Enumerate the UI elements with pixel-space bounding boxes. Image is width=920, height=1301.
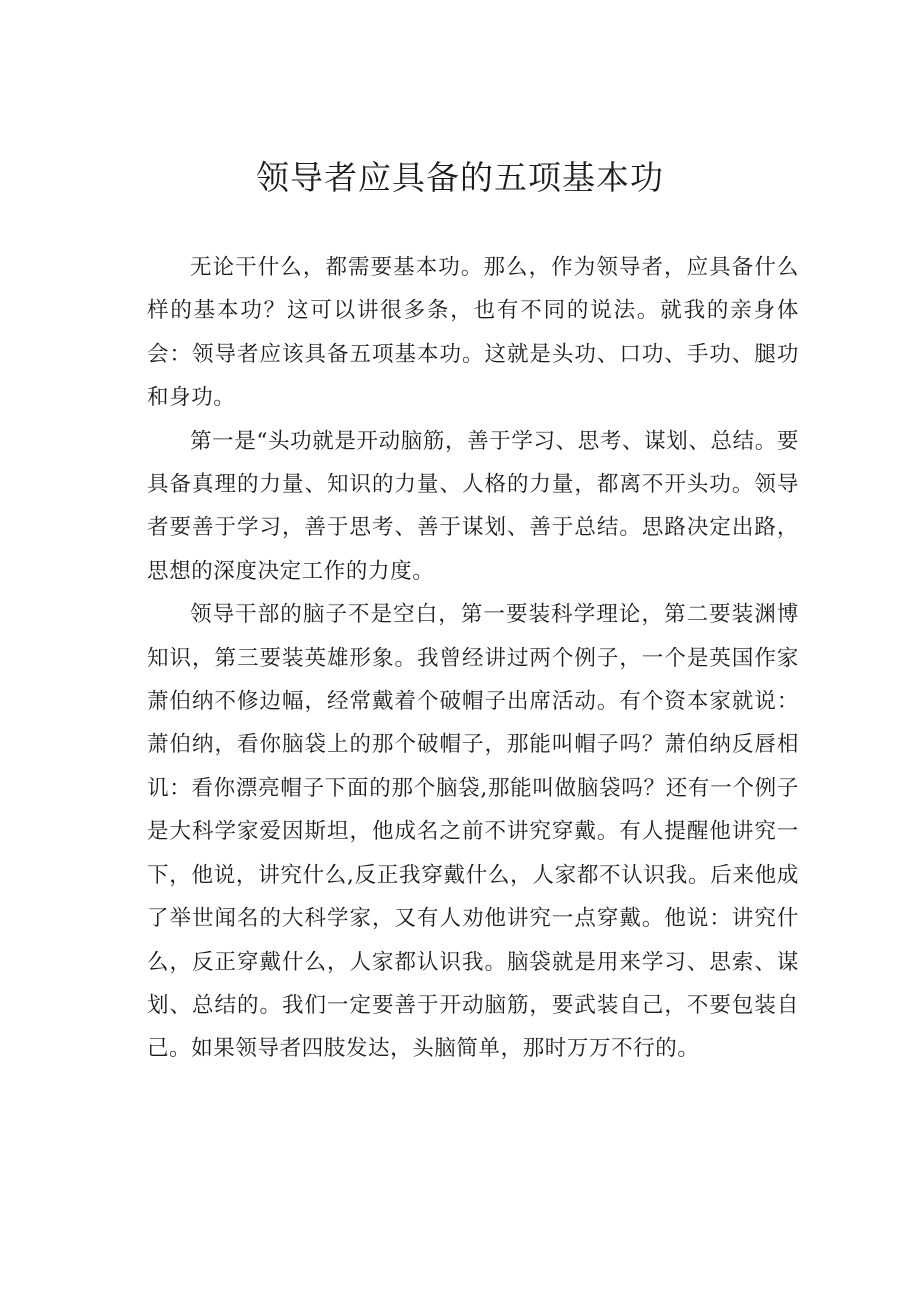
paragraph-1: 无论干什么，都需要基本功。那么，作为领导者，应具备什么样的基本功？这可以讲很多条，也有不同的说法。就我的亲身体会：领导者应该具备五项基本功。这就是头功、口功、手功、腿功和身功。 xyxy=(147,255,799,411)
document-body xyxy=(147,246,799,1071)
paragraph-3: 领导干部的脑子不是空白，第一要装科学理论，第二要装渊博知识，第三要装英雄形象。我曾经讲过两个例子，一个是英国作家萧伯纳不修边幅，经常戴着个破帽子出席活动。有个资本家就说：萧伯纳，看你脑袋上的那个破帽子，那能叫帽子吗？萧伯纳反唇相讥：看你漂亮帽子下面的那个脑袋,那能叫做脑袋吗？还有一个例子是大科学家爱因斯坦，他成名之前不讲究穿戴。有人提醒他讲究一下，他说，讲究什么,反正我穿戴什么，人家都不认识我。后来他成了举世闻名的大科学家，又有人劝他讲究一点穿戴。他说：讲究什么，反正穿戴什么，人家都认识我。脑袋就是用来学习、思索、谋划、总结的。我们一定要善于开动脑筋，要武装自己，不要包装自己。如果领导者四肢发达，头脑简单，那时万万不行的。 xyxy=(147,602,799,1062)
document-title: 领导者应具备的五项基本功 xyxy=(256,158,664,197)
paragraph-2: 第一是“头功就是开动脑筋，善于学习、思考、谋划、总结。要具备真理的力量、知识的力量、人格的力量，都离不开头功。领导者要善于学习，善于思考、善于谋划、善于总结。思路决定出路，思想的深度决定工作的力度。 xyxy=(147,428,799,584)
